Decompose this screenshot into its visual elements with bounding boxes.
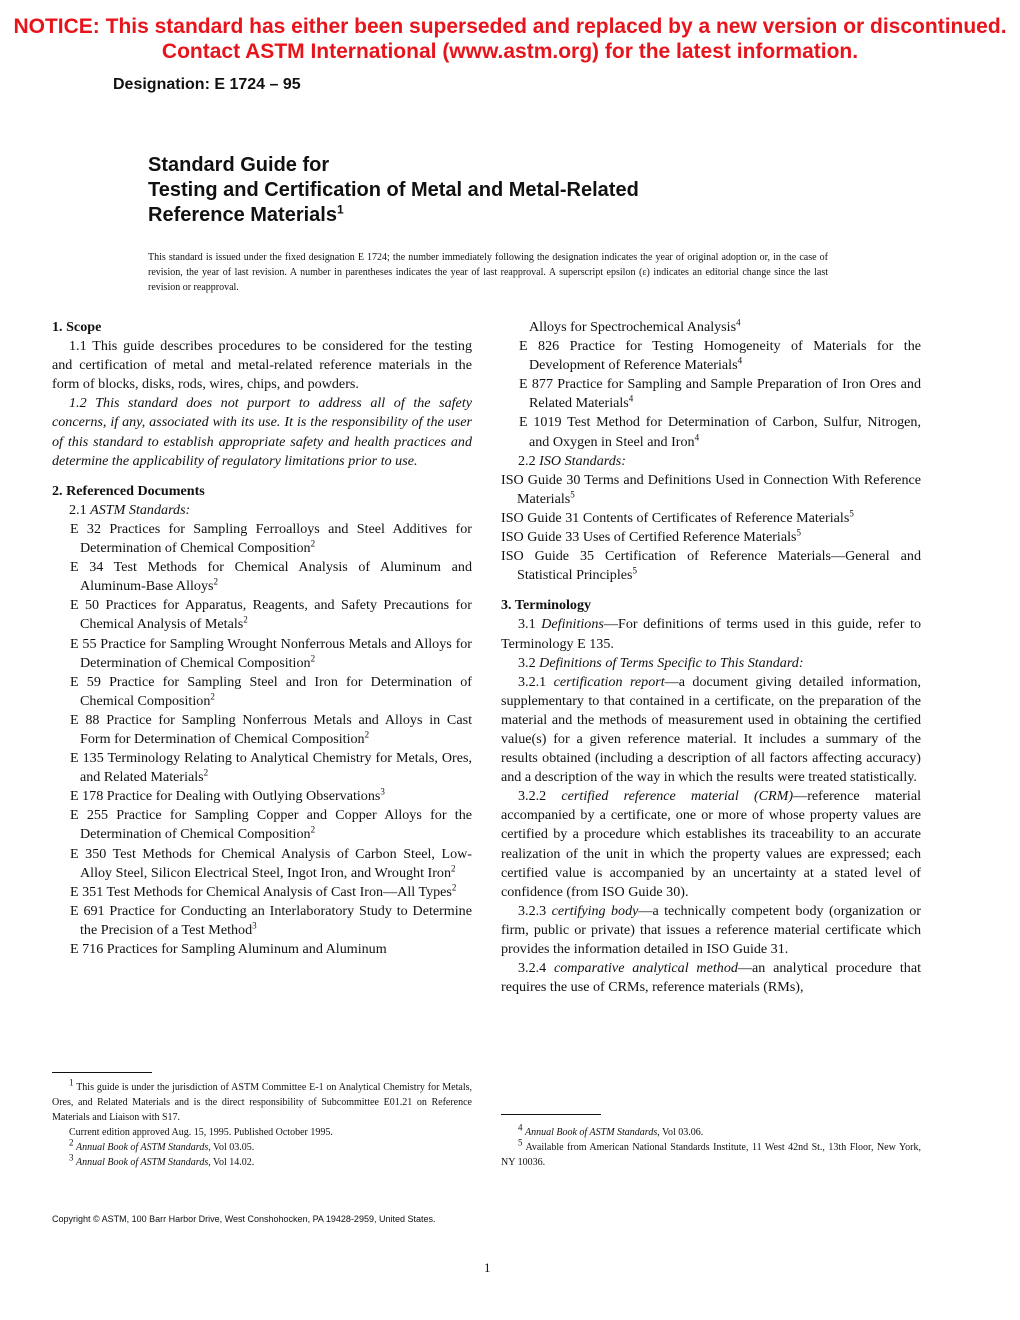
footnote-ref: 4 [737, 355, 743, 366]
footnote-ref: 2 [451, 882, 457, 893]
scope-heading: 1. Scope [52, 319, 102, 335]
right-column [501, 318, 921, 997]
astm-reference-item: E 691 Practice for Conducting an Interlaboratory Study to Determine the Precision of a Test Method$^3$ [70, 902, 472, 938]
terminology-3-2: 3.2 Definitions of Terms Specific to This Standard: [518, 654, 804, 671]
supersession-notice [0, 14, 1020, 64]
footnotes-right [501, 1122, 921, 1170]
footnote-ref: 3 [380, 786, 385, 797]
footnote-4: $^4$ Annual Book of ASTM Standards, Vol 03.06. [518, 1122, 704, 1138]
astm-standards-label: 2.1 ASTM Standards: [69, 501, 191, 518]
astm-reference-item: E 88 Practice for Sampling Nonferrous Metals and Alloys in Cast Form for Determination of Chemical Composition$^2$ [70, 711, 472, 747]
title-line-3: Reference Materials$^1$ [148, 202, 344, 226]
definition-item: 3.2.1 certification report—a document giving detailed information, supplementary to that contained in a certificate, on the preparation of the material and the methods of measurement used in obtaining the certified value(s) for a given reference material. It includes a summary of the results obtained (including a description of all factors affecting accuracy) and a description of the way in which the results were treated statistically. [501, 673, 921, 786]
iso-standards-label: 2.2 ISO Standards: [518, 452, 626, 469]
astm-reference-item: E 877 Practice for Sampling and Sample Preparation of Iron Ores and Related Materials$^4$ [519, 376, 921, 412]
scope-1-1: 1.1 This guide describes procedures to be considered for the testing and certification of metal and metal-related reference materials in the form of blocks, disks, rods, wires, chips, and powders. [52, 338, 472, 393]
astm-reference-item: E 32 Practices for Sampling Ferroalloys and Steel Additives for Determination of Chemical Composition$^2$ [70, 520, 472, 557]
scope-1-2: 1.2 This standard does not purport to address all of the safety concerns, if any, associated with its use. It is the responsibility of the user of this standard to establish appropriate safety and health practices and determine the applicability of regulatory limitations prior to use. [52, 395, 472, 469]
terminology-heading: 3. Terminology [501, 597, 592, 614]
iso-reference-list [501, 471, 921, 586]
notice-line-2: Contact ASTM International (www.astm.org) for the latest information. [161, 40, 859, 63]
astm-reference-item: E 255 Practice for Sampling Copper and Copper Alloys for the Determination of Chemical Composition$^2$ [70, 807, 472, 843]
footnote-ref: 2 [203, 767, 209, 778]
iso-reference-item: ISO Guide 33 Uses of Certified Reference Materials$^5$ [501, 527, 801, 546]
astm-reference-item: E 50 Practices for Apparatus, Reagents, and Safety Precautions for Chemical Analysis of Metals$^2$ [70, 597, 472, 633]
title-line-1: Standard Guide for [148, 154, 330, 176]
iso-reference-item: ISO Guide 35 Certification of Reference Materials—General and Statistical Principles$^5$ [501, 548, 921, 584]
footnote-2: $^2$ Annual Book of ASTM Standards, Vol 03.05. [69, 1137, 255, 1153]
iso-reference-item: ISO Guide 30 Terms and Definitions Used in Connection With Reference Materials$^5$ [501, 471, 921, 507]
title-footnote-mark: 1 [336, 202, 344, 217]
footnote-ref: 2 [310, 652, 316, 663]
footnote-ref: 2 [243, 614, 248, 625]
footnote-ref: 5 [796, 527, 801, 538]
astm-reference-item-continued: Alloys for Spectrochemical Analysis$^4$ [529, 317, 741, 335]
title-line-2: Testing and Certification of Metal and Metal-Related [148, 179, 639, 201]
left-column [52, 318, 472, 959]
astm-reference-item: E 351 Test Methods for Chemical Analysis of Cast Iron—All Types$^2$ [70, 882, 457, 900]
astm-reference-item: E 178 Practice for Dealing with Outlying Observations$^3$ [70, 786, 385, 805]
footnote-1: $^1$ This guide is under the jurisdiction of ASTM Committee E-1 on Analytical Chemistry for Metals, Ores, and Related Materials and is the direct responsibility of Subcommittee E01.21 on Reference Materials and Liaison with S17. [52, 1077, 472, 1123]
footnote-3: $^3$ Annual Book of ASTM Standards, Vol 14.02. [69, 1152, 255, 1168]
footnotes-left [52, 1077, 472, 1170]
astm-reference-item: E 34 Test Methods for Chemical Analysis of Aluminum and Aluminum-Base Alloys$^2$ [70, 559, 472, 595]
footnote-ref: 2 [210, 691, 215, 702]
copyright: Copyright © ASTM, 100 Barr Harbor Drive, West Conshohocken, PA 19428-2959, United States. [52, 1214, 436, 1224]
definition-item: 3.2.2 certified reference material (CRM)—reference material accompanied by a certificate, one or more of whose property values are certified by a procedure which establishes its traceability to an accurate realization of the unit in which the property values are expressed; each certified value is accompanied by an uncertainty at a stated level of confidence (from ISO Guide 30). [501, 788, 921, 900]
footnote-ref: 2 [213, 576, 218, 587]
designation: Designation: E 1724 – 95 [113, 76, 301, 93]
notice-line-1: NOTICE: This standard has either been superseded and replaced by a new version or discontinued. [13, 15, 1007, 38]
footnote-ref: 3 [252, 920, 257, 931]
footnote-rule-left [52, 1072, 152, 1073]
astm-reference-item: E 135 Terminology Relating to Analytical Chemistry for Metals, Ores, and Related Materials$^2$ [70, 750, 472, 786]
footnote-rule-right [501, 1114, 601, 1115]
definition-item: 3.2.4 comparative analytical method—an analytical procedure that requires the use of CRMs, reference materials (RMs), [501, 960, 921, 996]
astm-reference-list-right [501, 337, 921, 452]
astm-reference-list-continued [501, 318, 921, 337]
footnote-ref: 2 [310, 824, 316, 835]
edition-note: Current edition approved Aug. 15, 1995. Published October 1995. [69, 1127, 333, 1138]
astm-reference-item: E 350 Test Methods for Chemical Analysis of Carbon Steel, Low-Alloy Steel, Silicon Electrical Steel, Ingot Iron, and Wrought Iron$^2$ [70, 845, 472, 881]
footnote-ref: 2 [451, 862, 456, 873]
astm-reference-list [52, 520, 472, 959]
document-title [148, 153, 639, 228]
astm-reference-item: E 1019 Test Method for Determination of Carbon, Sulfur, Nitrogen, and Oxygen in Steel and Iron$^4$ [519, 414, 921, 450]
issue-note: This standard is issued under the fixed designation E 1724; the number immediately following the designation indicates the year of original adoption or, in the case of revision, the year of last revision. A number in parentheses indicates the year of last reapproval. A superscript epsilon (ε) indicates an editorial change since the last revision or reapproval. [148, 252, 828, 293]
definition-item: 3.2.3 certifying body—a technically competent body (organization or firm, public or private) that issues a reference material certificate which provides the information detailed in ISO Guide 31. [501, 902, 921, 957]
iso-reference-item: ISO Guide 31 Contents of Certificates of Reference Materials$^5$ [501, 508, 854, 526]
astm-reference-item: E 716 Practices for Sampling Aluminum and Aluminum [70, 941, 387, 957]
astm-reference-item: E 59 Practice for Sampling Steel and Iron for Determination of Chemical Composition$^2$ [70, 673, 472, 709]
footnote-ref: 2 [364, 729, 370, 740]
footnote-ref: 5 [632, 565, 637, 576]
footnote-ref: 4 [736, 317, 741, 328]
astm-reference-item: E 55 Practice for Sampling Wrought Nonferrous Metals and Alloys for Determination of Chemical Composition$^2$ [70, 635, 472, 671]
definitions-list [501, 673, 921, 998]
referenced-heading: 2. Referenced Documents [52, 482, 205, 499]
astm-reference-item: E 826 Practice for Testing Homogeneity of Materials for the Development of Reference Materials$^4$ [519, 338, 921, 374]
footnote-ref: 4 [628, 393, 634, 404]
footnote-5: $^5$ Available from American National Standards Institute, 11 West 42nd St., 13th Floor, New York, NY 10036. [501, 1137, 921, 1168]
footnote-ref: 2 [310, 538, 316, 549]
footnote-ref: 5 [570, 489, 575, 500]
page-number: 1 [484, 1260, 491, 1275]
footnote-ref: 5 [849, 508, 854, 519]
terminology-3-1: 3.1 Definitions—For definitions of terms used in this guide, refer to Terminology E 135. [501, 616, 921, 652]
footnote-ref: 4 [694, 431, 700, 442]
